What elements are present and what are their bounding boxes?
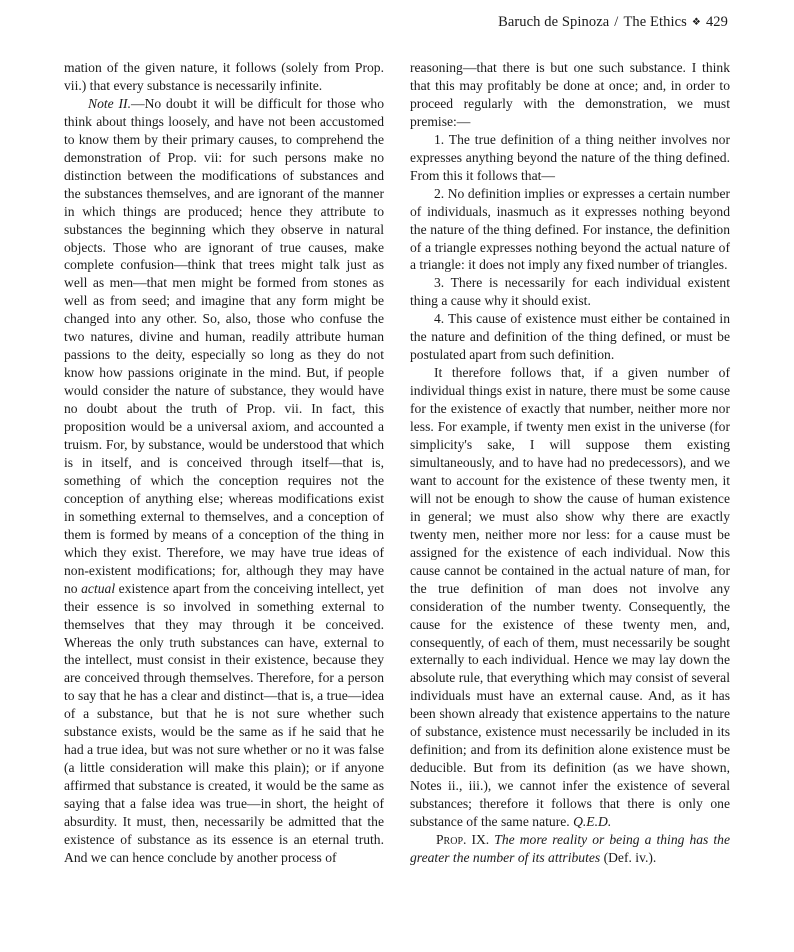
page-number: 429 — [705, 14, 728, 30]
header-author: Baruch de Spinoza — [498, 14, 610, 30]
note-ii-label: Note II. — [88, 95, 131, 111]
right-paragraph-2 — [410, 364, 730, 831]
premise-item-1: 1. The true definition of a thing neither involves nor expresses anything beyond the nature of the thing defined. From this it follows that— — [410, 131, 730, 183]
premise-item-3: 3. There is necessarily for each individual existent thing a cause why it should exist. — [410, 275, 730, 309]
left-paragraph-1: mation of the given nature, it follows (solely from Prop. vii.) that every substance is necessarily infinite. — [64, 60, 384, 93]
note-ii-paragraph — [64, 95, 384, 867]
left-column — [64, 59, 384, 867]
header-separator: / — [614, 14, 619, 30]
premise-item-2: 2. No definition implies or expresses a certain number of individuals, inasmuch as it expresses nothing beyond the nature of the thing defined. For instance, the definition of a triangle expresses nothing beyond the actual nature of a triangle: it does not imply any fixed number of triangles. — [410, 185, 730, 273]
proposition-reference: (Def. iv.). — [600, 849, 657, 865]
right-paragraph-2-text: It therefore follows that, if a given number of individual things exist in nature, there must be some cause for the existence of exactly that number, neither more nor less. For example, if twenty men exist in the universe (for simplicity's sake, I will suppose them existing simultaneously, and to have had no predecessors), and we want to account for the existence of these twenty men, it will not be enough to show the cause of human existence in general; we must also show why there are exactly twenty men, neither more nor less: for a cause must be assigned for the existence of each individual. Now this cause cannot be contained in the actual nature of man, for the true definition of man does not involve any consideration of the number twenty. Consequently, the cause for the existence of these twenty men, and, consequently, of each of them, must necessarily be sought externally to each individual. Hence we may lay down the absolute rule, that everything which may consist of several individuals must have an external cause. And, as it has been shown already that existence appertains to the nature of substance, existence must necessarily be included in its definition; and from its definition alone existence must be deducible. But from its definition (as we have shown, Notes ii., iii.), we cannot infer the existence of several substances; therefore it follows that there is only one substance of the same nature. — [410, 365, 730, 830]
note-ii-emphasis: actual — [81, 580, 116, 596]
running-head — [498, 14, 728, 31]
proposition-ix — [410, 831, 730, 867]
note-ii-text-b: existence apart from the conceiving intellect, yet their essence is so involved in something external to themselves that they may through it be conceived. Whereas the only truth substances can have, external to the intellect, must consist in their existence, because they are conceived through themselves. Therefore, for a person to say that he has a clear and distinct—that is, a true—idea of a substance, but that he is not sure whether such substance exists, would be the same as if he said that he had a true idea, but was not sure whether or no it was false (a little consideration will make this plain); or if anyone affirmed that substance is created, it would be the same as saying that a false idea was true—in short, the height of absurdity. It must, then, necessarily be admitted that the existence of substance as its essence is an eternal truth. And we can hence conclude by another process of — [64, 580, 384, 865]
diamond-ornament-icon: ❖ — [691, 17, 701, 28]
proposition-label: Prop. IX. — [436, 831, 490, 847]
header-work: The Ethics — [623, 14, 687, 30]
right-column — [410, 59, 730, 867]
note-ii-text-a: —No doubt it will be difficult for those who think about things loosely, and have not been accustomed to know them by their primary causes, to comprehend the demonstration of Prop. vii: for such persons make no distinction between the modifications of substances and the substances themselves, and are ignorant of the manner in which things are produced; hence they attribute to substances the beginning which they observe in natural objects. Those who are ignorant of true causes, make complete confusion—think that trees might talk just as well as men—that men might be formed from stones as well as from seed; and imagine that any form might be changed into any other. So, also, those who confuse the two natures, divine and human, readily attribute human passions to the deity, especially so long as they do not know how passions originate in the mind. But, if people would consider the nature of substance, they would have no doubt about the truth of Prop. vii. In fact, this proposition would be a universal axiom, and accounted a truism. For, by substance, would be understood that which is in itself, and is conceived through itself—that is, something of which the conception requires not the conception of anything else; whereas modifications exist in something external to themselves, and a conception of them is formed by means of a conception of the thing in which they exist. Therefore, we may have true ideas of non-existent modifications; for, although they may have no — [64, 95, 384, 596]
right-paragraph-1: reasoning—that there is but one such substance. I think that this may profitably be done at once; and, in order to proceed regularly with the demonstration, we must premise:— — [410, 60, 730, 129]
proposition-text: The more reality or being a thing has the greater the number of its attributes — [410, 831, 731, 865]
qed-mark: Q.E.D. — [573, 814, 612, 830]
premise-item-4: 4. This cause of existence must either be contained in the nature and definition of the thing defined, or must be postulated apart from such definition. — [410, 311, 730, 363]
